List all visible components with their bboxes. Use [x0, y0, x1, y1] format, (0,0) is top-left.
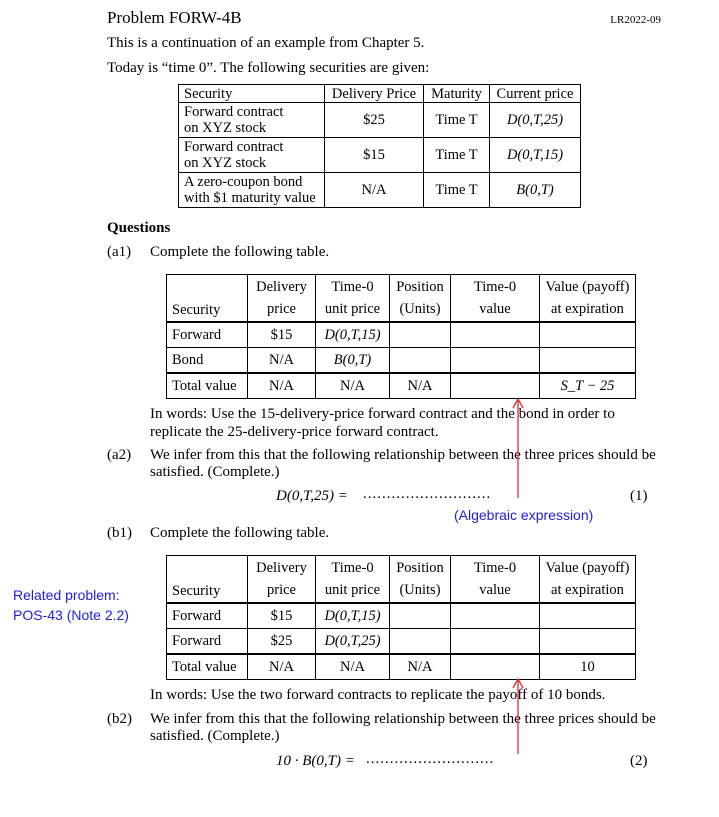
total-position: N/A — [390, 373, 451, 399]
related-problem-link[interactable]: POS-43 (Note 2.2) — [13, 607, 129, 623]
b2-label: (b2) — [107, 711, 132, 727]
table-row — [167, 603, 636, 629]
header-delivery-price: Delivery Price — [325, 85, 424, 103]
total-label: Total value — [167, 373, 248, 399]
b-words: In words: Use the two forward contracts to replicate the payoff of 10 bonds. — [150, 687, 606, 703]
a2-label: (a2) — [107, 447, 132, 463]
a-words-line-2: replicate the 25-delivery-price forward contract. — [150, 424, 439, 440]
answer-blank-2[interactable]: ........................... — [366, 751, 495, 767]
maturity: Time T — [424, 103, 490, 138]
row-unit-price: D(0,T,15) — [316, 603, 390, 629]
total-payoff: S_T − 25 — [540, 373, 636, 399]
row-security: Bond — [167, 348, 248, 374]
security-name: A zero-coupon bond — [184, 174, 303, 190]
payoff-cell[interactable] — [540, 603, 636, 629]
total-value-cell[interactable] — [451, 373, 540, 399]
header-maturity: Maturity — [424, 85, 490, 103]
table-total-row — [167, 654, 636, 680]
row-unit-price: B(0,T) — [316, 348, 390, 374]
col-delivery-header: Delivery price — [248, 275, 316, 323]
total-delivery: N/A — [248, 654, 316, 680]
a1-text: Complete the following table. — [150, 244, 330, 260]
row-security: Forward — [167, 629, 248, 655]
delivery-price: N/A — [325, 173, 424, 208]
problem-title: Problem FORW-4B — [107, 8, 242, 27]
payoff-cell[interactable] — [540, 629, 636, 655]
row-unit-price: D(0,T,15) — [316, 322, 390, 348]
total-unit-price: N/A — [316, 373, 390, 399]
table-total-row — [167, 373, 636, 399]
row-delivery: N/A — [248, 348, 316, 374]
b2-text-line-1: We infer from this that the following relationship between the three prices should be — [150, 711, 656, 727]
value-cell[interactable] — [451, 322, 540, 348]
current-price: B(0,T) — [490, 173, 581, 208]
payoff-cell[interactable] — [540, 322, 636, 348]
delivery-price: $15 — [325, 138, 424, 173]
a-words-line-1: In words: Use the 15-delivery-price forward contract and the bond in order to — [150, 406, 615, 422]
questions-heading: Questions — [107, 220, 171, 236]
b1-text: Complete the following table. — [150, 525, 330, 541]
col-value-header: Time-0 value — [451, 556, 540, 604]
securities-row — [179, 103, 581, 138]
table-row — [167, 629, 636, 655]
equation-1: D(0,T,25) = — [276, 488, 348, 504]
table-row — [167, 348, 636, 374]
total-payoff: 10 — [540, 654, 636, 680]
total-unit-price: N/A — [316, 654, 390, 680]
col-security-header: Security — [167, 275, 248, 323]
equation-number-1: (1) — [630, 488, 648, 504]
intro-line-2: Today is “time 0”. The following securities are given: — [107, 60, 430, 76]
a2-text-line-1: We infer from this that the following relationship between the three prices should be — [150, 447, 656, 463]
security-name: Forward contract — [184, 104, 284, 120]
col-unit-price-header: Time-0 unit price — [316, 556, 390, 604]
current-price: D(0,T,15) — [490, 138, 581, 173]
arrow-up-icon — [510, 676, 530, 756]
table-b — [166, 555, 636, 680]
arrow-up-icon — [510, 396, 530, 500]
securities-table — [178, 84, 581, 208]
algebraic-expression-annotation: (Algebraic expression) — [454, 507, 594, 523]
col-position-header: Position (Units) — [390, 556, 451, 604]
row-delivery: $25 — [248, 629, 316, 655]
security-name-cont: on XYZ stock — [184, 120, 267, 136]
row-unit-price: D(0,T,25) — [316, 629, 390, 655]
row-delivery: $15 — [248, 322, 316, 348]
value-cell[interactable] — [451, 629, 540, 655]
delivery-price: $25 — [325, 103, 424, 138]
col-position-header: Position (Units) — [390, 275, 451, 323]
payoff-cell[interactable] — [540, 348, 636, 374]
col-value-header: Time-0 value — [451, 275, 540, 323]
maturity: Time T — [424, 173, 490, 208]
security-name: Forward contract — [184, 139, 284, 155]
position-cell[interactable] — [390, 322, 451, 348]
col-payoff-header: Value (payoff) at expiration — [540, 556, 636, 604]
total-delivery: N/A — [248, 373, 316, 399]
col-payoff-header: Value (payoff) at expiration — [540, 275, 636, 323]
header-current-price: Current price — [490, 85, 581, 103]
position-cell[interactable] — [390, 603, 451, 629]
current-price: D(0,T,25) — [490, 103, 581, 138]
col-security-header: Security — [167, 556, 248, 604]
answer-blank-1[interactable]: ........................... — [363, 486, 492, 502]
col-delivery-header: Delivery price — [248, 556, 316, 604]
b2-text-line-2: satisfied. (Complete.) — [150, 728, 280, 744]
equation-2: 10 · B(0,T) = — [276, 753, 355, 769]
table-row — [167, 322, 636, 348]
b1-label: (b1) — [107, 525, 132, 541]
intro-line-1: This is a continuation of an example from Chapter 5. — [107, 35, 425, 51]
security-name-cont: on XYZ stock — [184, 155, 267, 171]
row-security: Forward — [167, 322, 248, 348]
a2-text-line-2: satisfied. (Complete.) — [150, 464, 280, 480]
row-delivery: $15 — [248, 603, 316, 629]
value-cell[interactable] — [451, 348, 540, 374]
position-cell[interactable] — [390, 348, 451, 374]
problem-code: LR2022-09 — [610, 14, 661, 26]
maturity: Time T — [424, 138, 490, 173]
equation-number-2: (2) — [630, 753, 648, 769]
a1-label: (a1) — [107, 244, 132, 260]
position-cell[interactable] — [390, 629, 451, 655]
col-unit-price-header: Time-0 unit price — [316, 275, 390, 323]
security-name-cont: with $1 maturity value — [184, 190, 316, 206]
securities-row — [179, 138, 581, 173]
securities-row — [179, 173, 581, 208]
total-label: Total value — [167, 654, 248, 680]
value-cell[interactable] — [451, 603, 540, 629]
table-a — [166, 274, 636, 399]
related-problem-label: Related problem: — [13, 587, 120, 603]
header-security: Security — [179, 85, 325, 103]
row-security: Forward — [167, 603, 248, 629]
total-position: N/A — [390, 654, 451, 680]
